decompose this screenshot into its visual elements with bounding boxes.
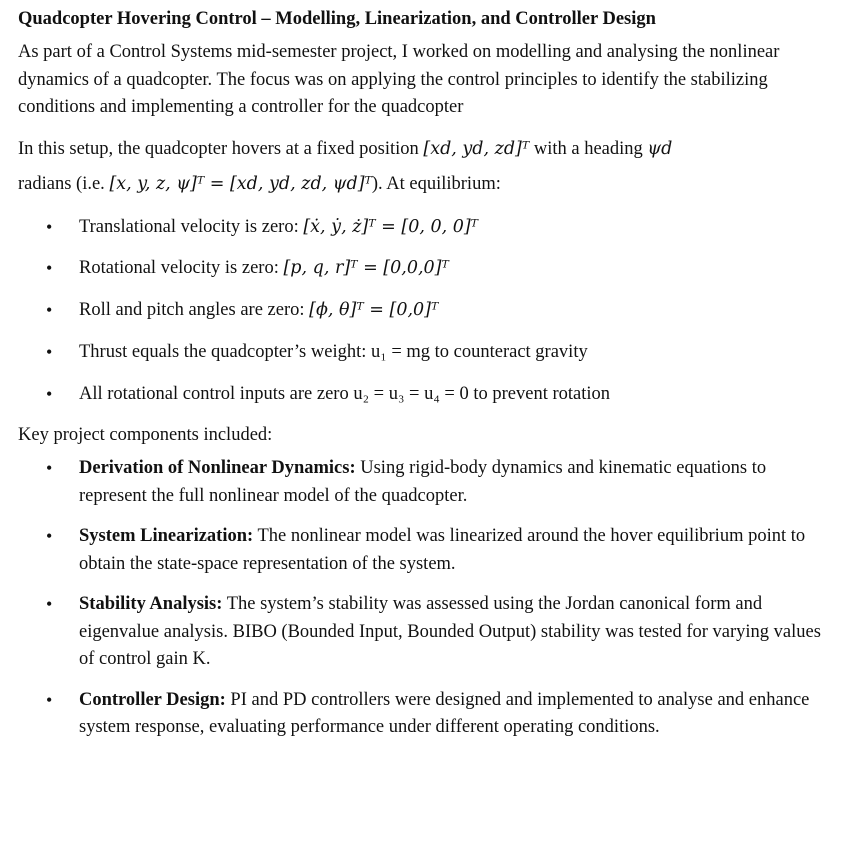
list-item	[18, 332, 830, 374]
document-page	[18, 6, 830, 755]
component-text: Using rigid-body dynamics and kinematic equations to represent the full nonlinear model of the quadcopter.	[79, 458, 767, 506]
condition-math: [ϕ, θ]ᵀ = [0,0]ᵀ	[309, 300, 439, 321]
bullet-icon: •	[46, 458, 53, 479]
condition-math: [p, q, r]ᵀ = [0,0,0]ᵀ	[283, 258, 449, 279]
bullet-icon: •	[46, 300, 53, 321]
bullet-icon: •	[46, 689, 53, 710]
bullet-icon: •	[46, 594, 53, 615]
bullet-icon: •	[46, 526, 53, 547]
setup-equilibrium-text: ). At equilibrium:	[371, 173, 501, 194]
components-heading: Key project components included:	[18, 425, 273, 446]
condition-text: Rotational velocity is zero:	[79, 258, 279, 279]
setup-text: In this setup, the quadcopter hovers at a fixed position	[18, 138, 419, 159]
component-text: The nonlinear model was linearized around the hover equilibrium point to obtain the state-space representation of the system.	[79, 526, 806, 574]
list-item	[18, 290, 830, 332]
list-item	[18, 687, 830, 742]
state-equality-math: [x, y, z, ψ]ᵀ = [xd, yd, zd, ψd]ᵀ	[109, 173, 372, 194]
setup-line-2	[18, 167, 830, 201]
list-item	[18, 248, 830, 290]
bullet-icon: •	[46, 258, 53, 279]
position-math: [xd, yd, zd]ᵀ	[423, 138, 530, 159]
heading-math: ψd	[647, 138, 673, 159]
component-text: The system’s stability was assessed using the Jordan canonical form and eigenvalue analysis. BIBO (Bounded Input, Bounded Output) stability was tested for varying values of control gain K.	[79, 594, 821, 670]
setup-radians-text: radians (i.e.	[18, 173, 105, 194]
setup-mid-text: with a heading	[533, 138, 643, 159]
component-label: Derivation of Nonlinear Dynamics:	[79, 458, 356, 479]
component-text: PI and PD controllers were designed and implemented to analyse and enhance system response, evaluating performance under different operating conditions.	[79, 689, 810, 738]
component-label: Stability Analysis:	[79, 594, 223, 615]
condition-math: [ẋ, ẏ, ż]ᵀ = [0, 0, 0]ᵀ	[303, 216, 479, 237]
condition-text: Thrust equals the quadcopter’s weight: u₁ = mg to counteract gravity	[79, 341, 588, 362]
list-item	[18, 374, 830, 416]
condition-text: All rotational control inputs are zero u₂ = u₃ = u₄ = 0 to prevent rotation	[79, 383, 611, 404]
bullet-icon: •	[46, 216, 53, 237]
condition-text: Translational velocity is zero:	[79, 216, 299, 237]
intro-paragraph: As part of a Control Systems mid-semester project, I worked on modelling and analysing the nonlinear dynamics of a quadcopter. The focus was on applying the control principles to identify the stabilizing conditions and implementing a controller for the quadcopter	[18, 42, 780, 117]
list-item	[18, 455, 830, 510]
bullet-icon: •	[46, 341, 53, 362]
bullet-icon: •	[46, 383, 53, 404]
list-item	[18, 207, 830, 249]
list-item	[18, 591, 830, 674]
component-label: System Linearization:	[79, 526, 254, 547]
component-label: Controller Design:	[79, 689, 226, 710]
page-title: Quadcopter Hovering Control – Modelling, Linearization, and Controller Design	[18, 9, 656, 29]
condition-text: Roll and pitch angles are zero:	[79, 300, 305, 321]
setup-line-1	[18, 132, 830, 167]
components-list	[18, 455, 830, 742]
list-item	[18, 523, 830, 578]
equilibrium-list	[18, 207, 830, 416]
